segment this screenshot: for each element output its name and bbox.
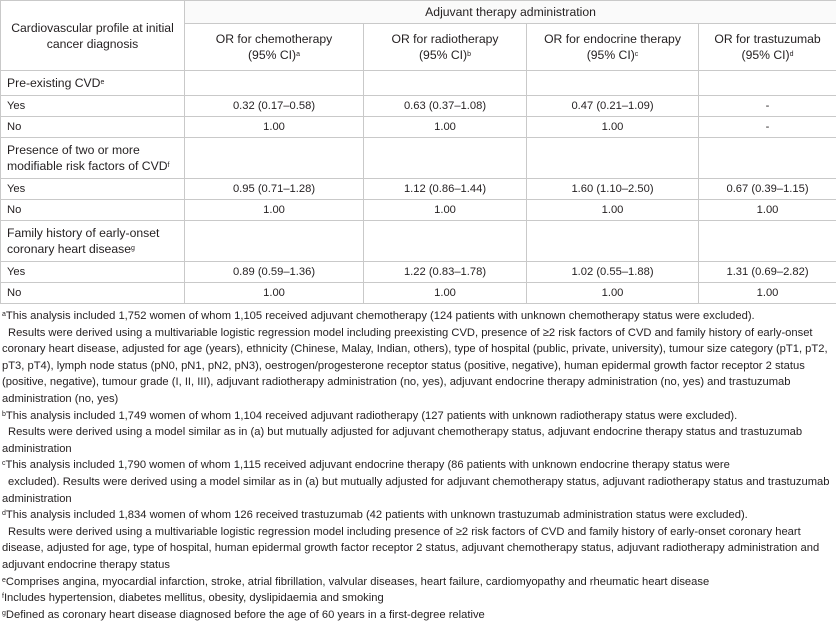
or-value-radiotherapy: 1.12 (0.86–1.44)	[364, 179, 527, 200]
table-row	[1, 262, 836, 283]
or-value-endocrine: 0.47 (0.21–1.09)	[527, 96, 699, 117]
empty-cell	[185, 71, 364, 96]
table-row	[1, 179, 836, 200]
or-value-chemotherapy: 0.95 (0.71–1.28)	[185, 179, 364, 200]
or-value-endocrine: 1.00	[527, 283, 699, 304]
row-label: No	[1, 117, 185, 138]
empty-cell	[699, 71, 836, 96]
footnote-mark: e	[2, 577, 6, 584]
or-value-trastuzumab: -	[699, 96, 836, 117]
group-row-preexisting-cvd	[1, 71, 836, 96]
empty-cell	[185, 138, 364, 179]
footnote-b	[2, 408, 836, 458]
or-value-chemotherapy: 0.32 (0.17–0.58)	[185, 96, 364, 117]
empty-cell	[364, 221, 527, 262]
or-value-chemotherapy: 1.00	[185, 283, 364, 304]
footnote-text: This analysis included 1,749 women of whom 1,104 received adjuvant radiotherapy (127 patients with unknown radiotherapy status were excluded).	[6, 410, 737, 422]
group-label-text: Family history of early-onset coronary heart disease	[7, 226, 159, 256]
empty-cell	[699, 138, 836, 179]
footnote-mark: d	[2, 510, 6, 517]
footnote-mark: g	[2, 610, 6, 617]
or-value-endocrine: 1.00	[527, 117, 699, 138]
col-label: OR for endocrine therapy	[544, 32, 681, 46]
or-value-chemotherapy: 1.00	[185, 117, 364, 138]
or-value-radiotherapy: 1.00	[364, 117, 527, 138]
footnote-text: This analysis included 1,790 women of whom 1,115 received adjuvant endocrine therapy (86 patients with unknown endocrine therapy status were	[6, 459, 730, 471]
table-row	[1, 117, 836, 138]
empty-cell	[364, 71, 527, 96]
col-header-chemotherapy	[185, 24, 364, 71]
row-label: Yes	[1, 179, 185, 200]
footnote-g	[2, 607, 836, 623]
group-label	[1, 138, 185, 179]
col-footnote-mark: a	[296, 51, 300, 58]
group-label-text: Presence of two or more modifiable risk factors of CVD	[7, 143, 168, 173]
or-value-chemotherapy: 0.89 (0.59–1.36)	[185, 262, 364, 283]
row-label: No	[1, 283, 185, 304]
footnote-mark: f	[2, 593, 4, 600]
or-value-radiotherapy: 1.22 (0.83–1.78)	[364, 262, 527, 283]
or-value-trastuzumab: 1.31 (0.69–2.82)	[699, 262, 836, 283]
or-value-chemotherapy: 1.00	[185, 200, 364, 221]
col-footnote-mark: c	[635, 51, 639, 58]
group-row-risk-factors	[1, 138, 836, 179]
col-label: OR for radiotherapy	[391, 32, 498, 46]
footnote-text: This analysis included 1,834 women of whom 126 received trastuzumab (42 patients with unknown trastuzumab administration status were excluded).	[6, 509, 748, 521]
footnote-text: Comprises angina, myocardial infarction, stroke, atrial fibrillation, valvular diseases, heart failure, cardiomyopathy and rheumatic heart disease	[6, 576, 709, 588]
profile-column-header: Cardiovascular profile at initial cancer diagnosis	[1, 1, 185, 71]
footnote-mark: b	[2, 411, 6, 418]
group-footnote-mark: g	[131, 245, 135, 252]
table-row	[1, 283, 836, 304]
footnote-f	[2, 590, 836, 607]
footnote-text: Defined as coronary heart disease diagnosed before the age of 60 years in a first-degree relative	[6, 609, 485, 621]
table-footnotes	[0, 304, 836, 623]
group-footnote-mark: e	[100, 79, 104, 86]
col-header-trastuzumab	[699, 24, 836, 71]
group-label	[1, 221, 185, 262]
or-value-trastuzumab: 1.00	[699, 200, 836, 221]
or-value-endocrine: 1.00	[527, 200, 699, 221]
or-value-radiotherapy: 1.00	[364, 200, 527, 221]
footnote-mark: a	[2, 311, 6, 318]
or-value-trastuzumab: 0.67 (0.39–1.15)	[699, 179, 836, 200]
col-header-endocrine-therapy	[527, 24, 699, 71]
empty-cell	[527, 138, 699, 179]
col-ci: (95% CI)	[587, 48, 635, 62]
row-label: No	[1, 200, 185, 221]
therapy-group-header: Adjuvant therapy administration	[185, 1, 836, 24]
footnote-e	[2, 574, 836, 591]
col-footnote-mark: b	[467, 51, 471, 58]
or-value-radiotherapy: 1.00	[364, 283, 527, 304]
table-row	[1, 96, 836, 117]
odds-ratio-table	[0, 0, 836, 304]
empty-cell	[364, 138, 527, 179]
or-value-trastuzumab: 1.00	[699, 283, 836, 304]
empty-cell	[527, 221, 699, 262]
group-label	[1, 71, 185, 96]
footnote-body: Results were derived using a model similar as in (a) but mutually adjusted for adjuvant chemotherapy status, adjuvant endocrine therapy status and trastuzumab administration	[2, 426, 802, 455]
group-footnote-mark: f	[168, 162, 170, 169]
or-value-endocrine: 1.02 (0.55–1.88)	[527, 262, 699, 283]
col-label: OR for chemotherapy	[216, 32, 333, 46]
row-label: Yes	[1, 96, 185, 117]
col-footnote-mark: d	[790, 51, 794, 58]
footnote-text: Includes hypertension, diabetes mellitus, obesity, dyslipidaemia and smoking	[4, 592, 384, 604]
or-value-endocrine: 1.60 (1.10–2.50)	[527, 179, 699, 200]
col-ci: (95% CI)	[742, 48, 790, 62]
col-label: OR for trastuzumab	[714, 32, 820, 46]
row-label: Yes	[1, 262, 185, 283]
group-label-text: Pre-existing CVD	[7, 76, 100, 90]
footnote-body: excluded). Results were derived using a model similar as in (a) but mutually adjusted for adjuvant chemotherapy status, adjuvant radiotherapy status and trastuzumab administration	[2, 476, 829, 505]
footnote-d	[2, 507, 836, 573]
empty-cell	[527, 71, 699, 96]
col-ci: (95% CI)	[419, 48, 467, 62]
group-row-family-history	[1, 221, 836, 262]
col-header-radiotherapy	[364, 24, 527, 71]
footnote-text: This analysis included 1,752 women of whom 1,105 received adjuvant chemotherapy (124 patients with unknown chemotherapy status were excluded).	[6, 310, 755, 322]
table-row	[1, 200, 836, 221]
empty-cell	[185, 221, 364, 262]
footnote-body: Results were derived using a multivariable logistic regression model including presence of ≥2 risk factors of CVD and family history of early-onset coronary heart disease, adjusted for age, type of hospital, human epidermal growth factor receptor 2 status, adjuvant chemotherapy status, adjuvant radiotherapy administration and adjuvant endocrine therapy status	[2, 526, 819, 571]
empty-cell	[699, 221, 836, 262]
footnote-mark: c	[2, 460, 6, 467]
footnote-a	[2, 308, 836, 408]
footnote-c	[2, 457, 836, 507]
or-value-trastuzumab: -	[699, 117, 836, 138]
or-value-radiotherapy: 0.63 (0.37–1.08)	[364, 96, 527, 117]
col-ci: (95% CI)	[248, 48, 296, 62]
footnote-body: Results were derived using a multivariable logistic regression model including preexisting CVD, presence of ≥2 risk factors of CVD and family history of early-onset coronary heart disease, adjusted for age (years), ethnicity (Chinese, Malay, Indian, others), type of hospital (public, private, university), tumour size category (pT1, pT2, pT3, pT4), lymph node status (pN0, pN1, pN2, pN3), oestrogen/progesterone receptor status (positive, negative), human epidermal growth factor receptor 2 status (positive, negative), tumour grade (I, II, III), adjuvant radiotherapy administration (no, yes), adjuvant endocrine therapy administration (no, yes) and trastuzumab administration (no, yes)	[2, 327, 828, 405]
